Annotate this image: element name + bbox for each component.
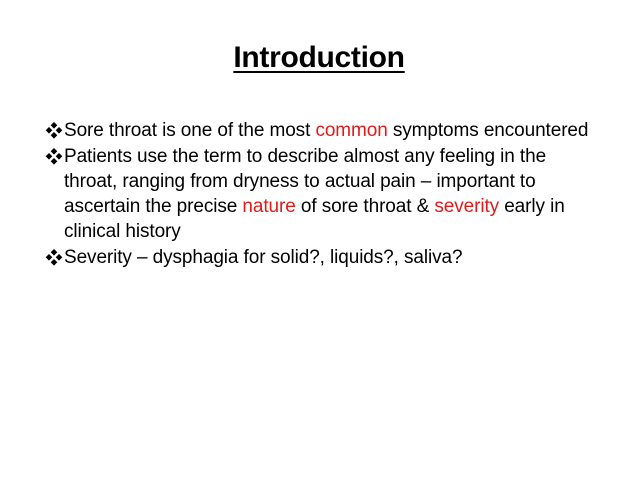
bullet-item bbox=[45, 144, 595, 244]
slide-title-text: Introduction bbox=[233, 41, 405, 74]
bullet-text-segment: Patients use the term to describe almost any feeling in the throat, ranging from dryness to actual pain – important to ascertain the precise bbox=[64, 146, 547, 217]
diamond-bullet-icon bbox=[45, 121, 63, 139]
highlighted-term: common bbox=[315, 120, 388, 141]
bullet-item bbox=[45, 118, 595, 143]
bullet-text-segment: Severity – dysphagia for solid?, liquids?, saliva? bbox=[64, 247, 463, 268]
bullet-text-segment: symptoms encountered bbox=[387, 120, 589, 141]
bullet-text bbox=[64, 247, 462, 268]
bullet-text-segment: Sore throat is one of the most bbox=[64, 120, 316, 141]
bullet-item bbox=[45, 245, 595, 270]
slide-title bbox=[0, 38, 638, 78]
diamond-bullet-icon bbox=[45, 248, 63, 266]
bullet-text-segment: early in clinical history bbox=[64, 196, 565, 242]
bullet-list bbox=[45, 118, 595, 271]
highlighted-term: severity bbox=[434, 196, 500, 217]
diamond-bullet-icon bbox=[45, 147, 63, 165]
bullet-text bbox=[64, 120, 588, 141]
highlighted-term: nature bbox=[242, 196, 296, 217]
bullet-text-segment: of sore throat & bbox=[295, 196, 435, 217]
bullet-text bbox=[64, 146, 565, 242]
